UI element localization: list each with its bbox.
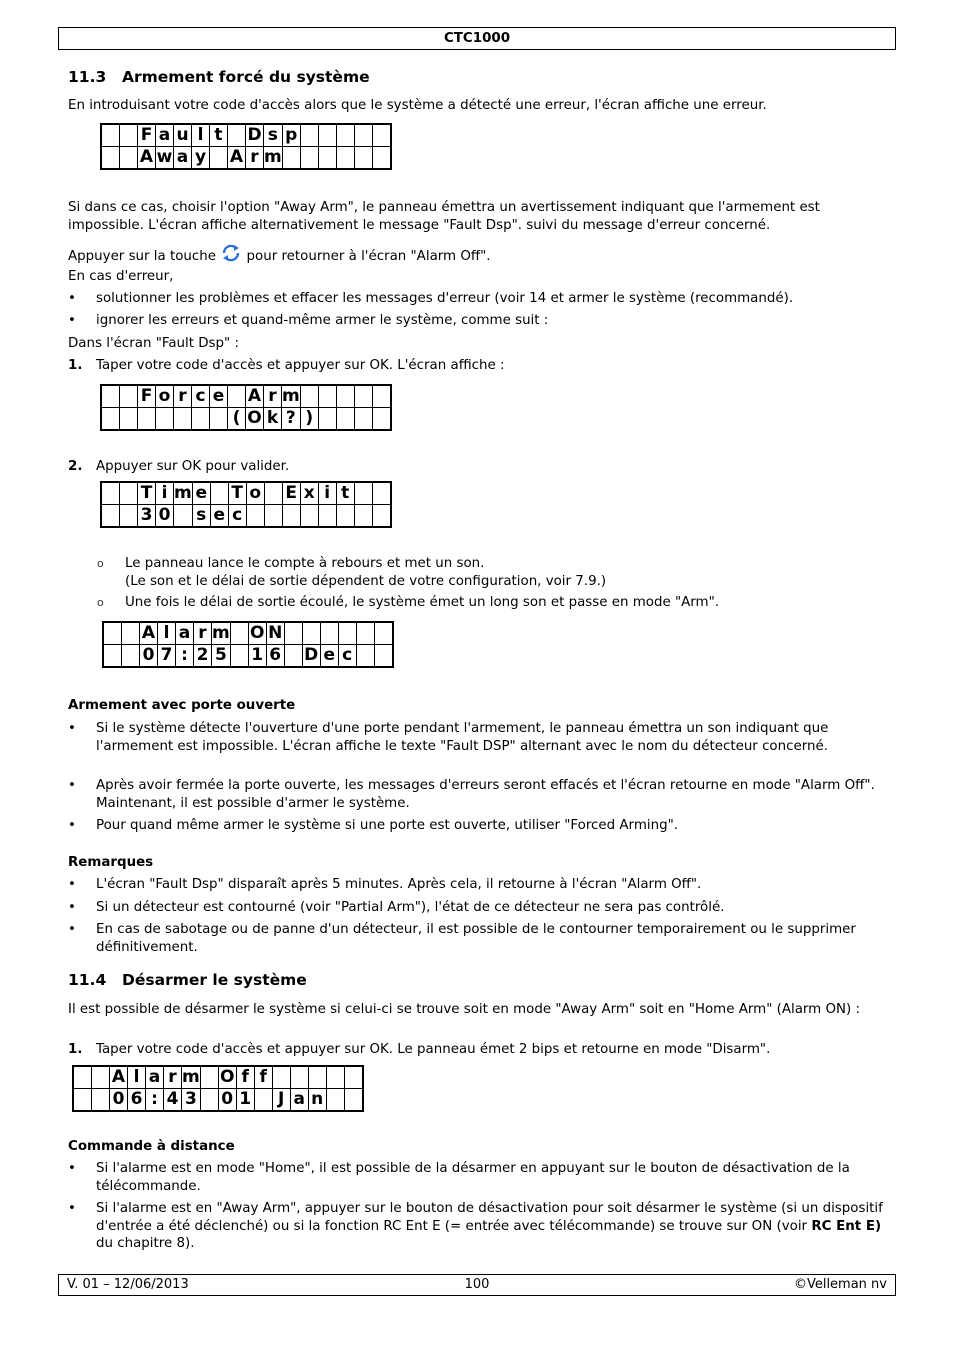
lcd-cell: m xyxy=(264,147,282,167)
lcd-row xyxy=(101,147,391,170)
lcd-cell xyxy=(101,385,120,408)
lcd-cell: 2 xyxy=(194,645,212,668)
subheading: Commande à distance xyxy=(68,1139,235,1154)
lcd-cell xyxy=(210,482,228,505)
lcd-row xyxy=(101,385,391,408)
paragraph: Si dans ce cas, choisir l'option "Away Arm", le panneau émettra un avertissement indiquant que l'armement est impossible. L'écran affiche alternativement le message "Fault Dsp". suivi du message d'erreur concerné. xyxy=(68,200,820,233)
list-item: • ignorer les erreurs et quand-même armer le système, comme suit : xyxy=(68,313,549,328)
lcd-cell: ( xyxy=(228,408,246,431)
lcd-cell xyxy=(120,408,138,431)
lcd-cell xyxy=(254,1089,272,1112)
lcd-display xyxy=(72,1065,364,1112)
step-item: 1. Taper votre code d'accès et appuyer sur OK. Le panneau émet 2 bips et retourne en mode "Disarm". xyxy=(68,1042,771,1057)
lcd-cell: m xyxy=(212,623,230,643)
lcd-cell: 6 xyxy=(128,1089,146,1112)
lcd-cell xyxy=(338,622,356,645)
lcd-cell: k xyxy=(264,408,282,431)
lcd-cell: c xyxy=(228,505,246,528)
lcd-cell xyxy=(120,385,138,408)
lcd-cell: 3 xyxy=(138,505,156,528)
lcd-row xyxy=(101,408,391,431)
list-item: • Après avoir fermée la porte ouverte, les messages d'erreurs seront effacés et l'écran retourne en mode "Alarm Off". Maintenant, il est possible d'armer le système. xyxy=(68,778,875,811)
lcd-cell xyxy=(92,1066,110,1089)
lcd-cell: 1 xyxy=(236,1089,254,1112)
lcd-cell: A xyxy=(110,1066,128,1089)
lcd-cell xyxy=(372,482,391,505)
sub-list-item: o Une fois le délai de sortie écoulé, le système émet un long son et passe en mode "Arm". xyxy=(97,595,719,610)
lcd-cell xyxy=(264,482,282,505)
lcd-cell xyxy=(120,147,138,170)
lcd-cell xyxy=(354,385,372,408)
lcd-cell: i xyxy=(318,482,336,505)
lcd-cell: e xyxy=(210,505,228,528)
lcd-cell xyxy=(101,124,120,147)
page-header: CTC1000 xyxy=(58,27,896,50)
lcd-cell: ) xyxy=(300,408,318,431)
lcd-cell: A xyxy=(140,622,158,645)
lcd-cell: n xyxy=(308,1089,326,1112)
lcd-cell: l xyxy=(158,622,176,645)
lcd-cell xyxy=(174,408,192,431)
lcd-cell: a xyxy=(290,1089,308,1112)
page-footer xyxy=(58,1274,896,1296)
lcd-cell xyxy=(318,385,336,408)
lcd-cell: l xyxy=(128,1066,146,1089)
lcd-display xyxy=(102,621,394,668)
lcd-cell xyxy=(354,505,372,528)
lcd-cell xyxy=(122,645,140,668)
lcd-cell xyxy=(300,505,318,528)
lcd-cell xyxy=(336,505,354,528)
lcd-cell xyxy=(103,622,122,645)
list-item: • solutionner les problèmes et effacer les messages d'erreur (voir 14 et armer le système (recommandé). xyxy=(68,291,794,306)
lcd-cell xyxy=(230,622,248,645)
list-item: • Si le système détecte l'ouverture d'une porte pendant l'armement, le panneau émettra un son indiquant que l'armement est impossible. L'écran affiche le texte "Fault DSP" alternant avec le nom du détecteur concerné. xyxy=(68,721,829,754)
lcd-cell: f xyxy=(254,1066,272,1089)
lcd-cell xyxy=(354,124,372,147)
lcd-cell xyxy=(300,385,318,408)
lcd-cell: i xyxy=(156,482,174,505)
list-item: • En cas de sabotage ou de panne d'un détecteur, il est possible de le contourner temporairement ou le supprimer définitivement. xyxy=(68,922,856,955)
lcd-cell xyxy=(122,622,140,645)
lcd-cell xyxy=(356,622,374,645)
lcd-cell xyxy=(200,1089,218,1112)
lcd-cell: u xyxy=(174,124,192,147)
lcd-cell: r xyxy=(164,1066,182,1089)
paragraph: Appuyer sur la touche pour retourner à l'écran "Alarm Off". xyxy=(68,244,886,266)
lcd-cell xyxy=(200,1066,218,1089)
lcd-cell: 6 xyxy=(266,645,284,668)
lcd-cell xyxy=(284,645,302,668)
lcd-cell: 1 xyxy=(248,645,266,668)
lcd-cell xyxy=(372,505,391,528)
subheading: Remarques xyxy=(68,855,154,870)
lcd-cell: 0 xyxy=(156,505,174,528)
lcd-cell xyxy=(336,385,354,408)
lcd-row xyxy=(101,505,391,528)
lcd-cell: r xyxy=(264,385,282,408)
lcd-cell: A xyxy=(138,147,156,170)
lcd-cell xyxy=(101,147,120,170)
lcd-cell: a xyxy=(156,124,174,147)
lcd-cell: w xyxy=(156,147,173,167)
lcd-cell xyxy=(344,1066,363,1089)
sub-list-item: o Le panneau lance le compte à rebours et met un son. (Le son et le délai de sortie dépendent de votre configuration, voir 7.9.) xyxy=(97,556,607,589)
lcd-cell: r xyxy=(194,622,212,645)
lcd-cell xyxy=(320,622,338,645)
lcd-cell xyxy=(120,482,138,505)
lcd-cell xyxy=(174,505,193,528)
lcd-cell xyxy=(246,505,264,528)
lcd-cell: 5 xyxy=(212,645,231,668)
lcd-display xyxy=(100,384,392,431)
lcd-cell xyxy=(282,147,300,170)
lcd-cell: D xyxy=(247,125,262,145)
lcd-cell xyxy=(336,124,354,147)
lcd-cell xyxy=(300,124,318,147)
paragraph: Il est possible de désarmer le système si celui-ci se trouve soit en mode "Away Arm" soit en "Home Arm" (Alarm ON) : xyxy=(68,1002,861,1017)
lcd-cell xyxy=(120,124,138,147)
lcd-cell xyxy=(354,482,372,505)
lcd-cell xyxy=(272,1066,290,1089)
lcd-cell: m xyxy=(174,483,192,503)
lcd-cell: t xyxy=(210,124,228,147)
lcd-cell: p xyxy=(282,124,300,147)
lcd-cell xyxy=(318,408,336,431)
lcd-row xyxy=(101,124,391,147)
lcd-cell xyxy=(230,645,248,668)
lcd-cell: r xyxy=(174,385,192,408)
lcd-cell: : xyxy=(176,645,194,668)
lcd-cell xyxy=(92,1089,110,1112)
copyright: ©Velleman nv xyxy=(793,1277,887,1292)
lcd-cell xyxy=(210,408,228,431)
lcd-cell: F xyxy=(138,385,156,408)
lcd-cell xyxy=(302,622,320,645)
lcd-cell: E xyxy=(282,482,300,505)
lcd-cell xyxy=(326,1089,344,1112)
list-item: • Si un détecteur est contourné (voir "Partial Arm"), l'état de ce détecteur ne sera pas contrôlé. xyxy=(68,900,725,915)
lcd-cell xyxy=(101,505,120,528)
lcd-cell: t xyxy=(336,482,354,505)
page-number: 100 xyxy=(464,1277,490,1292)
lcd-cell: 0 xyxy=(140,645,158,668)
lcd-row xyxy=(101,482,391,505)
lcd-cell: c xyxy=(338,645,356,668)
lcd-cell xyxy=(354,408,372,431)
lcd-cell xyxy=(374,645,393,668)
step-item: 1. Taper votre code d'accès et appuyer sur OK. L'écran affiche : xyxy=(68,358,505,373)
lcd-row xyxy=(73,1089,363,1112)
lcd-cell: A xyxy=(246,385,264,408)
lcd-cell xyxy=(101,482,120,505)
lcd-cell xyxy=(300,147,318,170)
lcd-row xyxy=(103,622,393,645)
lcd-cell xyxy=(120,505,138,528)
lcd-cell: a xyxy=(174,147,192,170)
step-item: 2. Appuyer sur OK pour valider. xyxy=(68,459,290,474)
lcd-cell: c xyxy=(192,385,210,408)
lcd-cell: e xyxy=(320,645,338,668)
lcd-cell xyxy=(336,408,354,431)
lcd-cell: y xyxy=(192,147,210,170)
lcd-cell: F xyxy=(138,124,156,147)
lcd-cell: 3 xyxy=(182,1089,201,1112)
lcd-cell: T xyxy=(138,482,156,505)
lcd-cell: f xyxy=(236,1066,254,1089)
lcd-cell xyxy=(103,645,122,668)
subheading: Armement avec porte ouverte xyxy=(68,698,296,713)
lcd-cell xyxy=(336,147,354,170)
list-item: • L'écran "Fault Dsp" disparaît après 5 minutes. Après cela, il retourne à l'écran "Alarm Off". xyxy=(68,877,702,892)
lcd-cell xyxy=(326,1066,344,1089)
lcd-cell xyxy=(308,1066,326,1089)
lcd-cell xyxy=(318,124,336,147)
lcd-cell xyxy=(372,385,391,408)
lcd-cell: O xyxy=(219,1067,235,1087)
lcd-cell: 0 xyxy=(218,1089,236,1112)
lcd-cell: o xyxy=(156,385,174,408)
lcd-cell: l xyxy=(192,124,210,147)
lcd-cell xyxy=(228,124,246,147)
list-item: • Si l'alarme est en "Away Arm", appuyer sur le bouton de désactivation pour soit désarmer le système (si un dispositif d'entrée a été déclenché) ou si la fonction RC Ent E (= entrée avec télécommande) se trouve sur ON (voir RC Ent E) du chapitre 8). xyxy=(68,1201,883,1251)
lcd-cell: D xyxy=(304,645,319,665)
section-heading-11-3: 11.3 Armement forcé du système xyxy=(68,68,370,86)
lcd-cell xyxy=(354,147,372,170)
refresh-icon xyxy=(220,244,242,262)
lcd-cell: J xyxy=(272,1089,290,1112)
lcd-cell: 0 xyxy=(110,1089,128,1112)
lcd-cell xyxy=(192,408,210,431)
paragraph: En cas d'erreur, xyxy=(68,269,174,284)
lcd-cell xyxy=(73,1089,92,1112)
lcd-cell xyxy=(372,124,391,147)
lcd-cell xyxy=(318,505,336,528)
lcd-cell: : xyxy=(146,1089,164,1112)
lcd-cell: m xyxy=(182,1067,200,1087)
paragraph: Dans l'écran "Fault Dsp" : xyxy=(68,336,239,351)
lcd-cell: a xyxy=(176,622,194,645)
lcd-cell xyxy=(284,622,302,645)
lcd-display xyxy=(100,481,392,528)
lcd-cell: O xyxy=(247,408,262,428)
lcd-cell: 7 xyxy=(158,645,176,668)
lcd-cell xyxy=(374,622,393,645)
lcd-cell xyxy=(73,1066,92,1089)
lcd-cell xyxy=(210,147,228,170)
lcd-cell: r xyxy=(246,147,264,170)
lcd-cell: s xyxy=(264,124,283,147)
lcd-cell: e xyxy=(192,482,210,505)
lcd-cell xyxy=(372,147,391,170)
lcd-cell: m xyxy=(282,386,300,406)
lcd-cell xyxy=(318,147,336,170)
lcd-cell: a xyxy=(146,1066,164,1089)
lcd-cell xyxy=(372,408,391,431)
paragraph: En introduisant votre code d'accès alors que le système a détecté une erreur, l'écran affiche une erreur. xyxy=(68,98,767,113)
lcd-cell xyxy=(264,505,282,528)
lcd-row xyxy=(73,1066,363,1089)
lcd-cell: ? xyxy=(282,408,301,431)
lcd-cell xyxy=(356,645,374,668)
lcd-cell xyxy=(228,385,246,408)
lcd-cell: O xyxy=(249,623,265,643)
lcd-cell: A xyxy=(228,147,246,170)
lcd-cell: x xyxy=(300,482,318,505)
lcd-cell xyxy=(156,408,174,431)
lcd-cell: N xyxy=(268,623,283,643)
lcd-cell: o xyxy=(246,482,264,505)
lcd-row xyxy=(103,645,393,668)
lcd-cell xyxy=(290,1066,308,1089)
list-item: • Si l'alarme est en mode "Home", il est possible de la désarmer en appuyant sur le bouton de désactivation de la télécommande. xyxy=(68,1161,850,1194)
lcd-cell: e xyxy=(210,385,228,408)
list-item: • Pour quand même armer le système si une porte est ouverte, utiliser "Forced Arming". xyxy=(68,818,678,833)
lcd-display xyxy=(100,123,392,170)
lcd-cell xyxy=(282,505,300,528)
lcd-cell xyxy=(138,408,156,431)
version-label: V. 01 – 12/06/2013 xyxy=(67,1277,189,1292)
lcd-cell: 4 xyxy=(164,1089,182,1112)
lcd-cell xyxy=(101,408,120,431)
lcd-cell: T xyxy=(228,482,246,505)
section-heading-11-4: 11.4 Désarmer le système xyxy=(68,971,307,989)
lcd-cell xyxy=(344,1089,363,1112)
lcd-cell: s xyxy=(192,505,210,528)
